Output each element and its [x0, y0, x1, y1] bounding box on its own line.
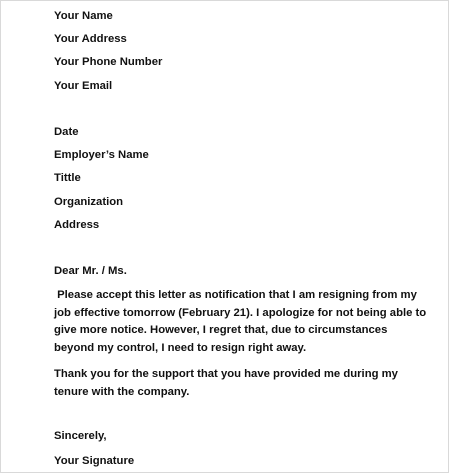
sender-address: Your Address	[54, 33, 127, 46]
letter-date: Date	[54, 125, 79, 138]
recipient-organization: Organization	[54, 195, 124, 208]
recipient-address: Address	[54, 218, 100, 231]
sender-name: Your Name	[54, 10, 113, 22]
resignation-letter	[54, 5, 427, 474]
body-paragraph-2	[54, 365, 398, 401]
spacer	[54, 237, 394, 260]
body-paragraph-1-line: give more notice. However, I regret that, due to circumstances	[54, 324, 388, 337]
body-paragraph-2-line: Thank you for the support that you have provided me during my	[54, 368, 398, 381]
recipient-title: Tittle	[54, 172, 81, 185]
employer-name: Employer’s Name	[54, 149, 149, 162]
spacer	[54, 401, 394, 425]
body-paragraph-1-line: beyond my control, I need to resign right away.	[54, 341, 307, 354]
body-paragraph-2-line: tenure with the company.	[54, 386, 190, 399]
salutation: Dear Mr. / Ms.	[54, 265, 127, 278]
signature: Your Signature	[54, 455, 135, 468]
sender-block	[54, 5, 394, 98]
closing: Sincerely,	[54, 430, 107, 443]
sender-email: Your Email	[54, 79, 113, 92]
spacer	[54, 98, 394, 121]
body-paragraph-1-line: job effective tomorrow (February 21). I apologize for not being able to	[54, 306, 427, 319]
recipient-block	[54, 121, 394, 237]
sender-phone: Your Phone Number	[54, 56, 163, 69]
body-paragraph-1-line: Please accept this letter as notification that I am resigning from my	[54, 289, 417, 302]
body-paragraph-1	[54, 287, 427, 357]
